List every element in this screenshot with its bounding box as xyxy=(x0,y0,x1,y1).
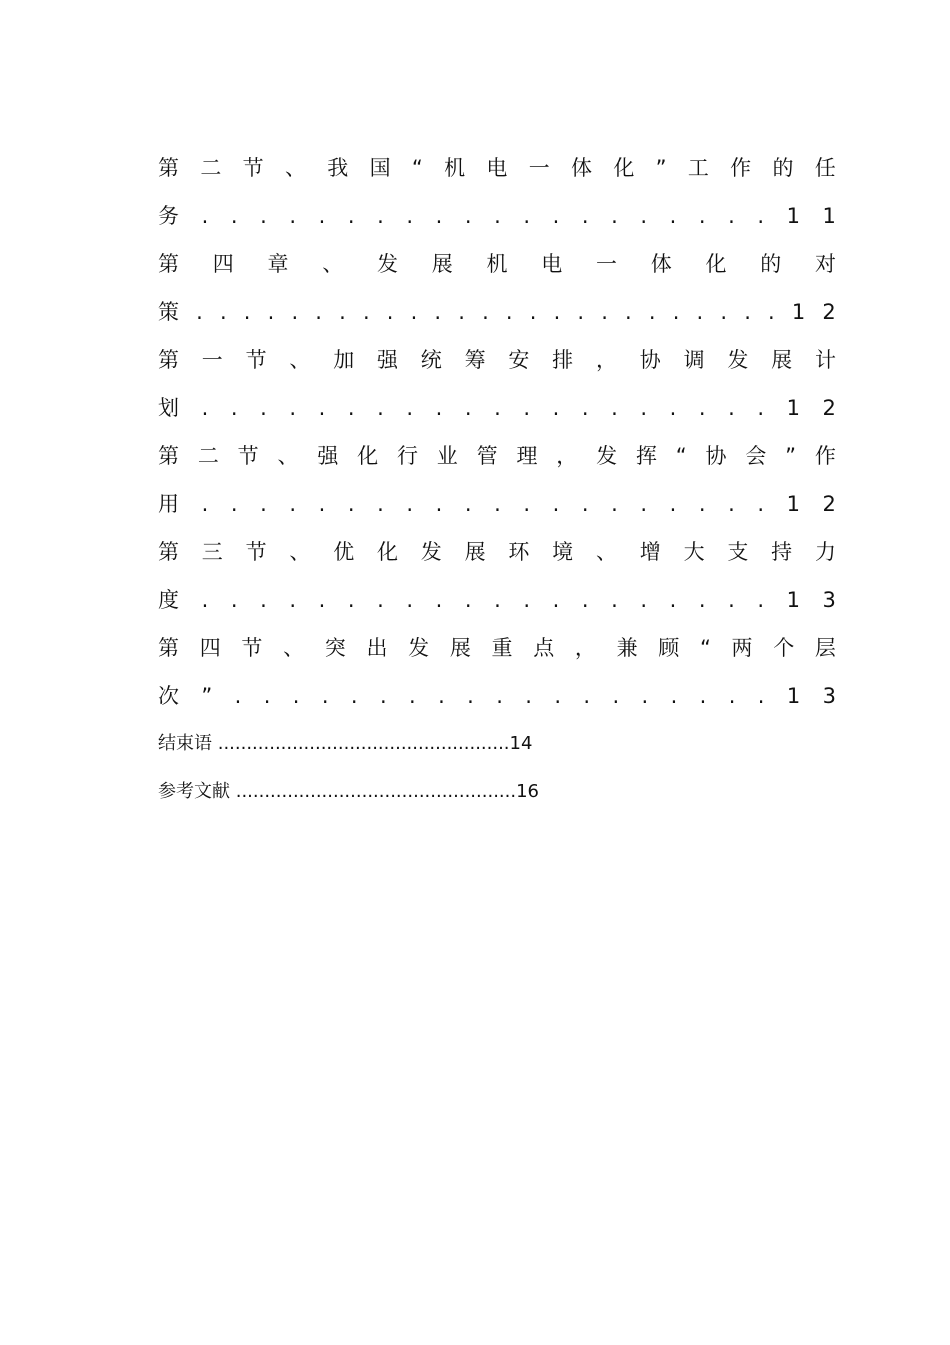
toc-line: 第 一 节 、 加 强 统 筹 安 排 ， 协 调 发 展 计 xyxy=(158,348,836,372)
toc-line: 务 . . . . . . . . . . . . . . . . . . . . 1 1 xyxy=(158,204,836,228)
toc-line: 用 . . . . . . . . . . . . . . . . . . . . 1 2 xyxy=(158,492,836,516)
toc-line: 策 . . . . . . . . . . . . . . . . . . . . . . . . . 1 2 xyxy=(158,300,836,324)
toc-line: 度 . . . . . . . . . . . . . . . . . . . . 1 3 xyxy=(158,588,836,612)
toc-line: 第 三 节 、 优 化 发 展 环 境 、 增 大 支 持 力 xyxy=(158,540,836,564)
toc-line: 第 四 章 、 发 展 机 电 一 体 化 的 对 xyxy=(158,252,836,276)
toc-line: 次 ” . . . . . . . . . . . . . . . . . . . 1 3 xyxy=(158,684,836,708)
toc-line: 参考文献 .................................................16 xyxy=(158,781,539,802)
toc-line: 第 二 节 、 强 化 行 业 管 理 ， 发 挥 “ 协 会 ” 作 xyxy=(158,444,836,468)
toc-line: 第 四 节 、 突 出 发 展 重 点 ， 兼 顾 “ 两 个 层 xyxy=(158,636,836,660)
toc-line: 结束语 ...................................................14 xyxy=(158,733,533,754)
table-of-contents xyxy=(158,144,836,816)
toc-line: 划 . . . . . . . . . . . . . . . . . . . . 1 2 xyxy=(158,396,836,420)
toc-line: 第 二 节 、 我 国 “ 机 电 一 体 化 ” 工 作 的 任 xyxy=(158,156,836,180)
